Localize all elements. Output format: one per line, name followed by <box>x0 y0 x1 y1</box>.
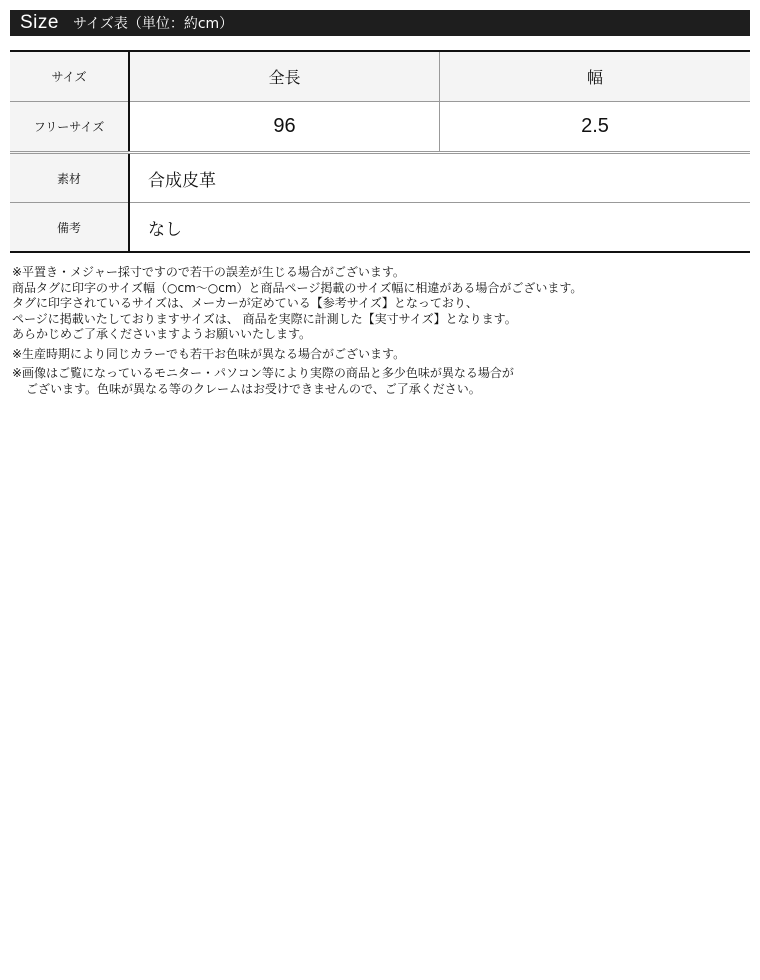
note-actual-size: ページに掲載いたしておりますサイズは、 商品を実際に計測した【実寸サイズ】となります。 <box>12 311 517 326</box>
value-length: 96 <box>129 102 440 153</box>
material-row <box>10 153 750 203</box>
remarks-label: 備考 <box>10 203 129 253</box>
value-width: 2.5 <box>440 102 751 153</box>
note-monitor-color: ※画像はご覧になっているモニター・パソコン等により実際の商品と多少色味が異なる場合が <box>12 366 514 380</box>
note-acknowledgement: あらかじめご了承くださいますようお願いいたします。 <box>12 327 312 341</box>
remarks-row <box>10 203 750 253</box>
column-header-length: 全長 <box>129 51 440 102</box>
size-table <box>10 50 750 253</box>
material-value: 合成皮革 <box>129 153 750 203</box>
notes-section <box>12 265 752 397</box>
header-title: Size <box>20 12 59 33</box>
note-monitor-color-cont: ございます。色味が異なる等のクレームはお受けできませんので、ご了承ください。 <box>26 381 481 396</box>
size-chart-header <box>10 10 750 36</box>
table-header-row <box>10 51 750 102</box>
column-header-width: 幅 <box>440 51 751 102</box>
remarks-value: なし <box>129 203 750 253</box>
header-subtitle: サイズ表（単位：約cm） <box>72 16 234 32</box>
note-color-variation: ※生産時期により同じカラーでも若干お色味が異なる場合がございます。 <box>12 346 406 361</box>
note-tag-reference: タグに印字されているサイズは、メーカーが定めている【参考サイズ】となっており、 <box>12 296 478 310</box>
row-label-free-size: フリーサイズ <box>10 102 129 153</box>
corner-label: サイズ <box>10 51 129 102</box>
table-row <box>10 102 750 153</box>
note-measurement-error: ※平置き・メジャー採寸ですので若干の誤差が生じる場合がございます。 <box>12 265 405 279</box>
material-label: 素材 <box>10 153 129 203</box>
note-tag-difference: 商品タグに印字のサイズ幅（○cm～○cm）と商品ページ掲載のサイズ幅に相違がある場合がございます。 <box>12 280 583 295</box>
